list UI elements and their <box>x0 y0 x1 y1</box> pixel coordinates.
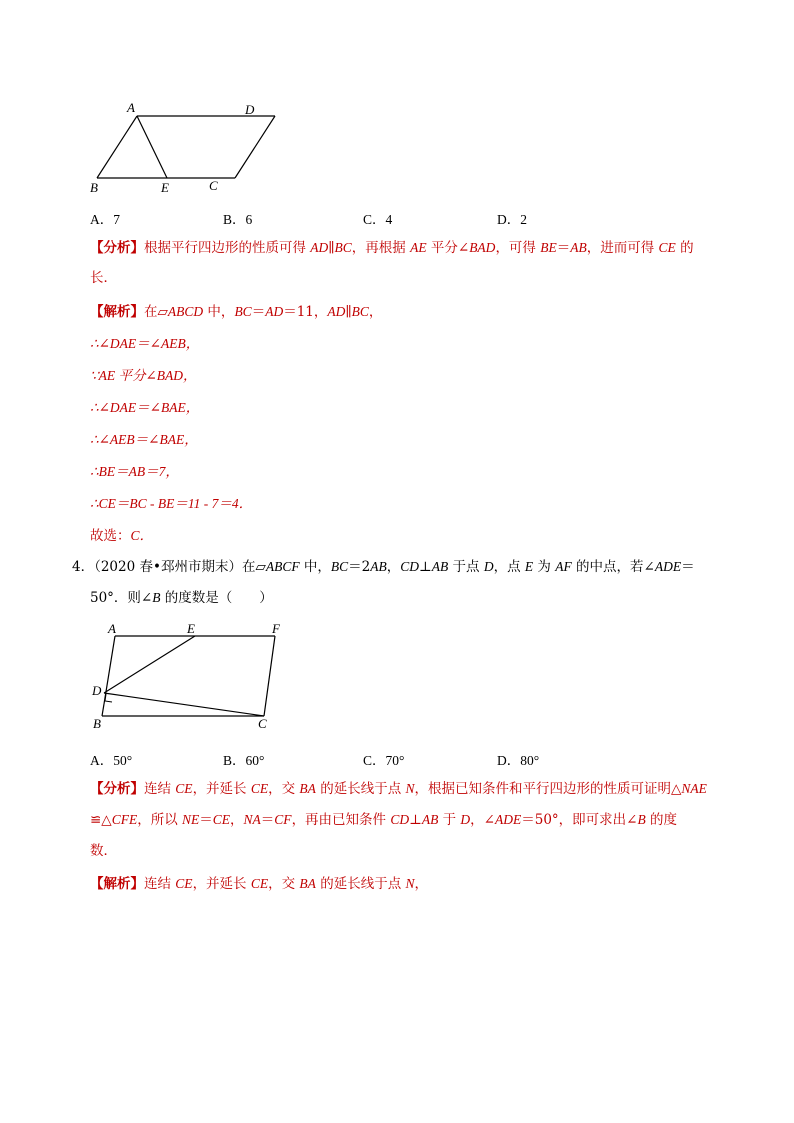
segment-de <box>104 636 195 693</box>
q3-answer-line: 故选：C． <box>90 528 154 544</box>
q4-analysis-line-2: ≌△CFE，所以 NE＝CE，NA＝CF，再由已知条件 CD⊥AB 于 D，∠ADE＝50°，即可求出∠B 的度 <box>90 812 678 828</box>
q3-analysis-line-1: 【分析】根据平行四边形的性质可得 AD∥BC，再根据 AE 平分∠BAD，可得 BE＝AB，进而可得 CE 的 <box>90 240 694 256</box>
segment-dc <box>235 116 275 178</box>
label-f: F <box>272 621 280 636</box>
q3-solution-line-6: ∴BE＝AB＝7， <box>90 464 179 479</box>
q4-analysis-line-3: 数． <box>90 843 117 859</box>
label-a: A <box>108 621 116 636</box>
option-b: B．6 <box>223 212 253 227</box>
q3-solution-line-2: ∴∠DAE＝∠AEB， <box>90 336 200 351</box>
q4-stem-line-1: 4．（2020 春•邳州市期末）在▱ABCF 中，BC＝2AB，CD⊥AB 于点 D，点 E 为 AF 的中点，若∠ADE＝ <box>72 559 695 575</box>
segment-fc <box>264 636 275 716</box>
q3-analysis-line-2: 长． <box>90 270 117 286</box>
parallelogram-figure-1 <box>85 98 285 198</box>
q3-solution-line-7: ∴CE＝BC - BE＝11 - 7＝4． <box>90 496 253 511</box>
solution-tag: 【解析】 <box>90 304 144 320</box>
label-c: C <box>209 178 218 193</box>
solution-tag: 【解析】 <box>90 876 144 892</box>
analysis-tag: 【分析】 <box>90 781 144 797</box>
q3-solution-line-5: ∴∠AEB＝∠BAE， <box>90 432 198 447</box>
option-a: A．50° <box>90 753 133 768</box>
q3-solution-line-3: ∵AE 平分∠BAD， <box>90 368 197 383</box>
right-angle-mark <box>105 694 112 702</box>
option-b: B．60° <box>223 753 265 768</box>
segment-ab <box>97 116 137 178</box>
option-c: C．4 <box>363 212 393 227</box>
question-number: 4． <box>72 559 95 575</box>
question-source: （2020 春•邳州市期末） <box>94 559 242 575</box>
option-a: A．7 <box>90 212 120 227</box>
label-c: C <box>258 716 267 731</box>
segment-db <box>102 704 104 716</box>
q4-solution-line-1: 【解析】连结 CE，并延长 CE，交 BA 的延长线于点 N， <box>90 876 429 892</box>
q4-analysis-line-1: 【分析】连结 CE，并延长 CE，交 BA 的延长线于点 N，根据已知条件和平行四边形的性质可证明△NAE <box>90 781 707 797</box>
analysis-tag: 【分析】 <box>90 240 144 256</box>
option-c: C．70° <box>363 753 405 768</box>
label-d: D <box>245 102 255 117</box>
segment-ae <box>137 116 167 178</box>
label-e: E <box>187 621 195 636</box>
label-e: E <box>161 180 169 195</box>
label-a: A <box>127 100 135 115</box>
q3-solution-line-1: 【解析】在▱ABCD 中，BC＝AD＝11，AD∥BC， <box>90 304 383 320</box>
label-b: B <box>93 716 101 731</box>
q4-stem-line-2: 50°．则∠B 的度数是（ ） <box>90 590 273 606</box>
label-d: D <box>92 683 102 698</box>
label-b: B <box>90 180 98 195</box>
q3-solution-line-4: ∴∠DAE＝∠BAE， <box>90 400 200 415</box>
option-d: D．2 <box>497 212 527 227</box>
parallelogram-figure-2 <box>88 620 298 738</box>
q3-answer: C． <box>130 528 154 543</box>
segment-dc <box>104 693 264 716</box>
option-d: D．80° <box>497 753 540 768</box>
